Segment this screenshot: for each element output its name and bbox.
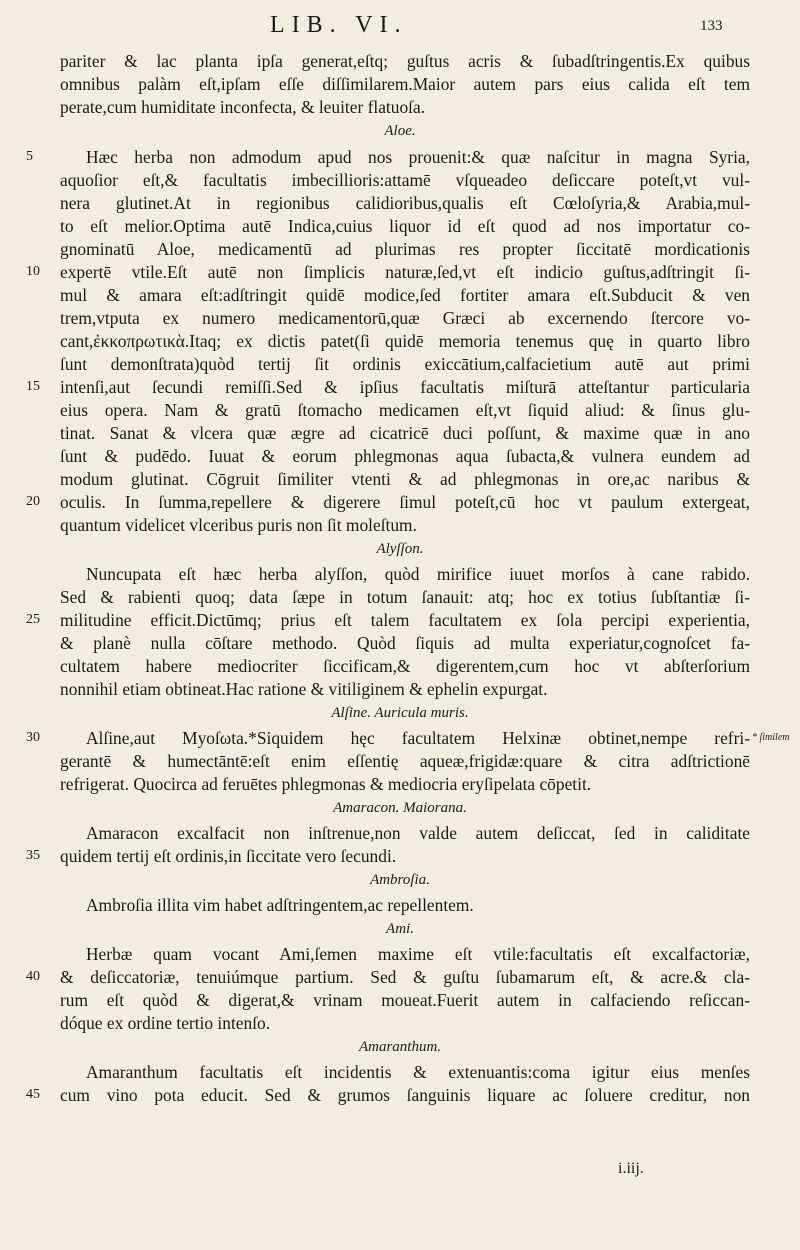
text-line: trem,vtputa ex numero medicamentorū,quæ Græci ab excernendo ſtercore vo- xyxy=(60,308,750,328)
text-line: cant,ἐκκοπρωτικὰ.Itaq; ex dictis patet(ſi quidē memoria tenemus quę in quarto libro xyxy=(60,331,750,351)
text-line: ſunt & pudēdo. Iuuat & eorum phlegmonas aqua ſubacta,& vulnera eundem ad xyxy=(60,446,750,466)
text-line: gerantē & humectāntē:eſt enim eſſentię aqueæ,frigidæ:quare & citra adſtrictionē xyxy=(60,751,750,771)
text-line: Sed & rabienti quoq; data ſæpe in totum ſanauit: atq; hoc ex totius ſubſtantiæ ſi- xyxy=(60,587,750,607)
text-line: refrigerat. Quocirca ad feruētes phlegmonas & mediocria eryſipelata cōpetit. xyxy=(60,774,592,794)
running-title: LIB. VI. xyxy=(270,12,408,38)
page-header xyxy=(0,12,800,42)
section-heading-alsine: Alſine. Auricula muris. xyxy=(331,705,469,721)
marginal-note: * ſimilem xyxy=(752,732,790,743)
section-heading-amaracon: Amaracon. Maiorana. xyxy=(333,800,467,816)
text-line: gnominatū Aloe, medicamentū ad plurimas res propter ſiccitatē mordicationis xyxy=(60,239,750,259)
line-number: 15 xyxy=(26,379,40,394)
line-number: 35 xyxy=(26,848,40,863)
text-line: Alſine,aut Myoſωta.*Siquidem hęc facultatem Helxinæ obtinet,nempe refri- xyxy=(86,728,750,748)
line-number: 10 xyxy=(26,264,40,279)
section-heading-amaranthum: Amaranthum. xyxy=(358,1039,442,1055)
text-line: militudine efficit.Dictūmq; prius eſt talem facultatem ex ſola percipi experientia, xyxy=(60,610,750,630)
section-heading-ami: Ami. xyxy=(386,921,414,937)
text-line: dóque ex ordine tertio intenſo. xyxy=(60,1013,271,1033)
signature-mark: i.iij. xyxy=(618,1160,644,1177)
line-number: 20 xyxy=(26,494,40,509)
section-heading-aloe: Aloe. xyxy=(384,123,416,139)
text-line: rum eſt quòd & digerat,& vrinam moueat.Fuerit autem in calfaciendo reſiccan- xyxy=(60,990,750,1010)
line-number: 5 xyxy=(26,149,33,164)
text-line: ſunt demonſtrata)quòd tertij ſit ordinis exiccātium,calfacietium autē aut primi xyxy=(60,354,750,374)
text-line: cultatem habere mediocriter ſiccificam,& digerentem,cum hoc vt abſterſorium xyxy=(60,656,750,676)
folio-number: 133 xyxy=(700,18,723,34)
text-line: expertē vtile.Eſt autē non ſimplicis naturæ,ſed,vt eſt indicio guſtus,adſtringit ſi- xyxy=(60,262,750,282)
text-line: omnibus palàm eſt,ipſam eſſe diſſimilarem.Maior autem pars eius calida eſt tem xyxy=(60,74,750,94)
text-line: quantum videlicet vlceribus puris non ſit moleſtum. xyxy=(60,515,417,535)
text-line: quidem tertij eſt ordinis,in ſiccitate vero ſecundi. xyxy=(60,846,397,866)
text-line: oculis. In ſumma,repellere & digerere ſimul poteſt,cū hoc vt paulum extergeat, xyxy=(60,492,750,512)
text-line: Ambroſia illita vim habet adſtringentem,ac repellentem. xyxy=(86,895,474,915)
text-line: Amaracon excalfacit non inſtrenue,non valde autem deſiccat, ſed in caliditate xyxy=(86,823,750,843)
text-line: eius opera. Nam & gratū ſtomacho medicamen eſt,vt ſiquid aliud: & ſinus glu- xyxy=(60,400,750,420)
text-line: Hæc herba non admodum apud nos prouenit:& quæ naſcitur in magna Syria, xyxy=(86,147,750,167)
section-heading-ambrosia: Ambroſia. xyxy=(370,872,430,888)
text-line: nonnihil etiam obtineat.Hac ratione & vitiliginem & ephelin expurgat. xyxy=(60,679,548,699)
text-line: Herbæ quam vocant Ami,ſemen maxime eſt vtile:facultatis eſt excalfactoriæ, xyxy=(86,944,750,964)
line-number: 30 xyxy=(26,730,40,745)
text-line: Amaranthum facultatis eſt incidentis & extenuantis:coma igitur eius menſes xyxy=(86,1062,750,1082)
text-line: to eſt melior.Optima autē Indica,cuius liquor id eſt quod ad nos importatur co- xyxy=(60,216,750,236)
line-number: 25 xyxy=(26,612,40,627)
section-heading-alysson: Alyſſon. xyxy=(376,541,424,557)
text-line: modum glutinat. Cōgruit ſimiliter vtenti & ad phlegmonas in ore,ac naribus & xyxy=(60,469,750,489)
text-line: & deſiccatoriæ, tenuiúmque partium. Sed & guſtu ſubamarum eſt, & acre.& cla- xyxy=(60,967,750,987)
text-line: perate,cum humiditate inconfecta, & leuiter flatuoſa. xyxy=(60,97,426,117)
text-line: intenſi,aut ſecundi remiſſi.Sed & ipſius facultatis miſturā atteſtantur particularia xyxy=(60,377,750,397)
text-line: mul & amara eſt:adſtringit quidē modice,ſed fortiter amara eſt.Subducit & ven xyxy=(60,285,750,305)
text-line: tinat. Sanat & vlcera quæ ægre ad cicatricē duci poſſunt, & maxime quæ in ano xyxy=(60,423,750,443)
text-line: cum vino pota educit. Sed & grumos ſanguinis liquare ac ſoluere creditur, non xyxy=(60,1085,750,1105)
text-line: aquoſior eſt,& facultatis imbecillioris:attamē vſqueadeo deſiccare poteſt,vt vul- xyxy=(60,170,750,190)
text-line: & planè nulla cōſtare methodo. Quòd ſiquis ad multa experiatur,cognoſcet fa- xyxy=(60,633,750,653)
text-line: nera glutinet.At in regionibus calidioribus,qualis eſt Cœloſyria,& Arabia,mul- xyxy=(60,193,750,213)
text-line: Nuncupata eſt hæc herba alyſſon, quòd mirifice iuuet morſos à cane rabido. xyxy=(86,564,750,584)
text-line: pariter & lac planta ipſa generat,eſtq; guſtus acris & ſubadſtringentis.Ex quibus xyxy=(60,51,750,71)
line-number: 40 xyxy=(26,969,40,984)
line-number: 45 xyxy=(26,1087,40,1102)
